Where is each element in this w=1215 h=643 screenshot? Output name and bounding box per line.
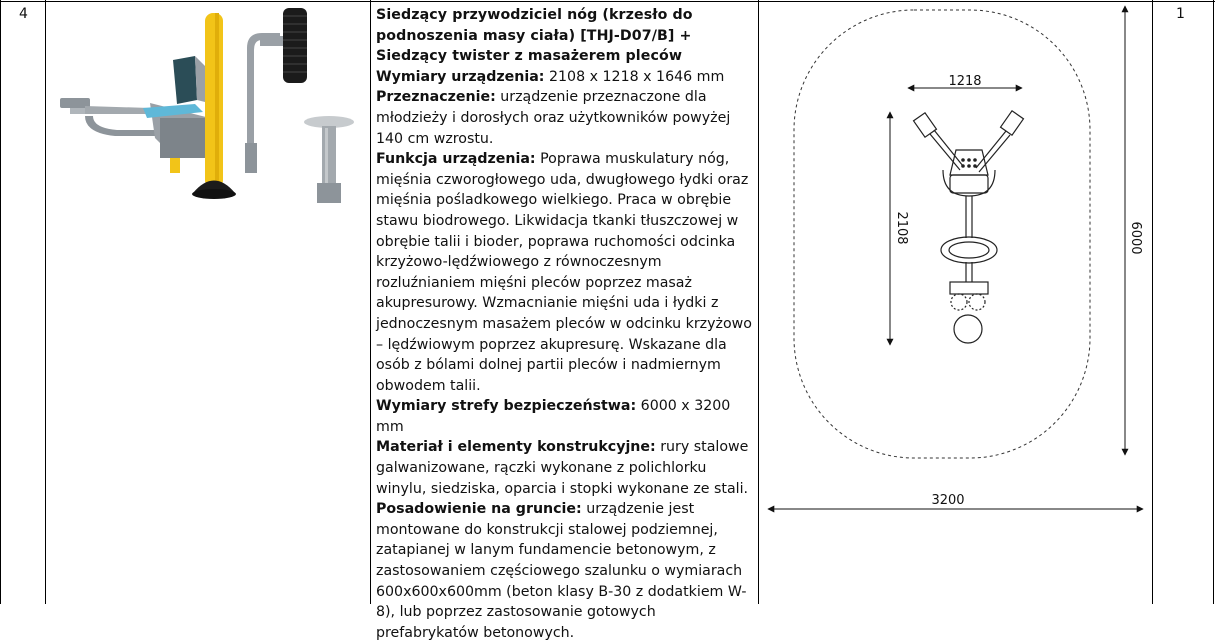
safety-zone-outline	[794, 10, 1090, 458]
stool	[304, 116, 354, 203]
function-label: Funkcja urządzenia:	[376, 151, 536, 168]
column-divider-4	[1152, 0, 1153, 604]
safety-zone-line	[376, 396, 756, 437]
foot-pedals	[60, 98, 155, 136]
purpose-value: urządzenie przeznaczone dla młodzieży i dorosłych oraz użytkowników powyżej 140 cm wzrostu.	[376, 89, 731, 147]
table-border-right	[1213, 0, 1214, 604]
row-number: 4	[19, 6, 28, 22]
safety-zone-value: 6000 x 3200 mm	[376, 398, 731, 435]
dimensions-label: Wymiary urządzenia:	[376, 68, 545, 85]
material-value: rury stalowe galwanizowane, rączki wykonane z polichlorku winylu, siedziska, oparcia i stopki wykonane ze stali.	[376, 439, 749, 497]
safety-zone-label: Wymiary strefy bezpieczeństwa:	[376, 398, 637, 415]
foundation-label: Posadowienie na gruncie:	[376, 501, 582, 518]
material-label: Materiał i elementy konstrukcyjne:	[376, 439, 656, 456]
equipment-title: Siedzący przywodziciel nóg (krzesło do podnoszenia masy ciała) [THJ-D07/B] + Siedzący twister z masażerem pleców	[376, 7, 693, 65]
equipment-description	[376, 5, 756, 643]
equipment-length-label: 2108	[894, 211, 909, 245]
foundation-value: urządzenie jest montowane do konstrukcji stalowej podziemnej, zatapianej w lanym fundamencie betonowym, z zastosowaniem częściowego szalunku o wymiarach 600x600x600mm (beton klasy B-30 z dodatkiem W-8), lub poprzez zastosowanie gotowych prefabrykatów betonowych.	[376, 501, 747, 641]
equipment-width-label: 1218	[948, 74, 982, 89]
yellow-post	[205, 13, 223, 188]
purpose-line	[376, 87, 756, 149]
zone-width-label: 3200	[931, 493, 965, 508]
equipment-illustration	[55, 8, 365, 218]
function-line	[376, 149, 756, 396]
dimensions-line	[376, 67, 756, 88]
backrest	[173, 56, 197, 104]
column-divider-2	[370, 0, 371, 604]
purpose-label: Przeznaczenie:	[376, 89, 496, 106]
foundation-line	[376, 499, 756, 643]
zone-length-label: 6000	[1128, 221, 1143, 255]
safety-zone-plan	[760, 0, 1150, 604]
table-border-left	[0, 0, 1, 604]
material-line	[376, 437, 756, 499]
column-divider-1	[45, 0, 46, 604]
quantity: 1	[1176, 6, 1185, 22]
dimensions-value: 2108 x 1218 x 1646 mm	[544, 68, 725, 85]
function-value: Poprawa muskulatury nóg, mięśnia czworogłowego uda, dwugłowego łydki oraz mięśnia pośladkowego wielkiego. Praca w obrębie stawu biodrowego. Likwidacja tkanki tłuszczowej w obrębie talii i bioder, poprawa ruchomości odcinka krzyżowo-lędźwiowego z równoczesnym rozluźnianiem mięśni pleców poprzez masaż akupresurowy. Wzmacnianie mięśni uda i łydki z jednoczesnym masażem pleców w odcinku krzyżowo – lędźwiowym poprzez akupresurę. Wskazane dla osób z bólami dolnej partii pleców i nadmiernym obwodem talii.	[376, 151, 752, 394]
equipment-top-view	[914, 111, 1024, 343]
column-divider-3	[758, 0, 759, 604]
